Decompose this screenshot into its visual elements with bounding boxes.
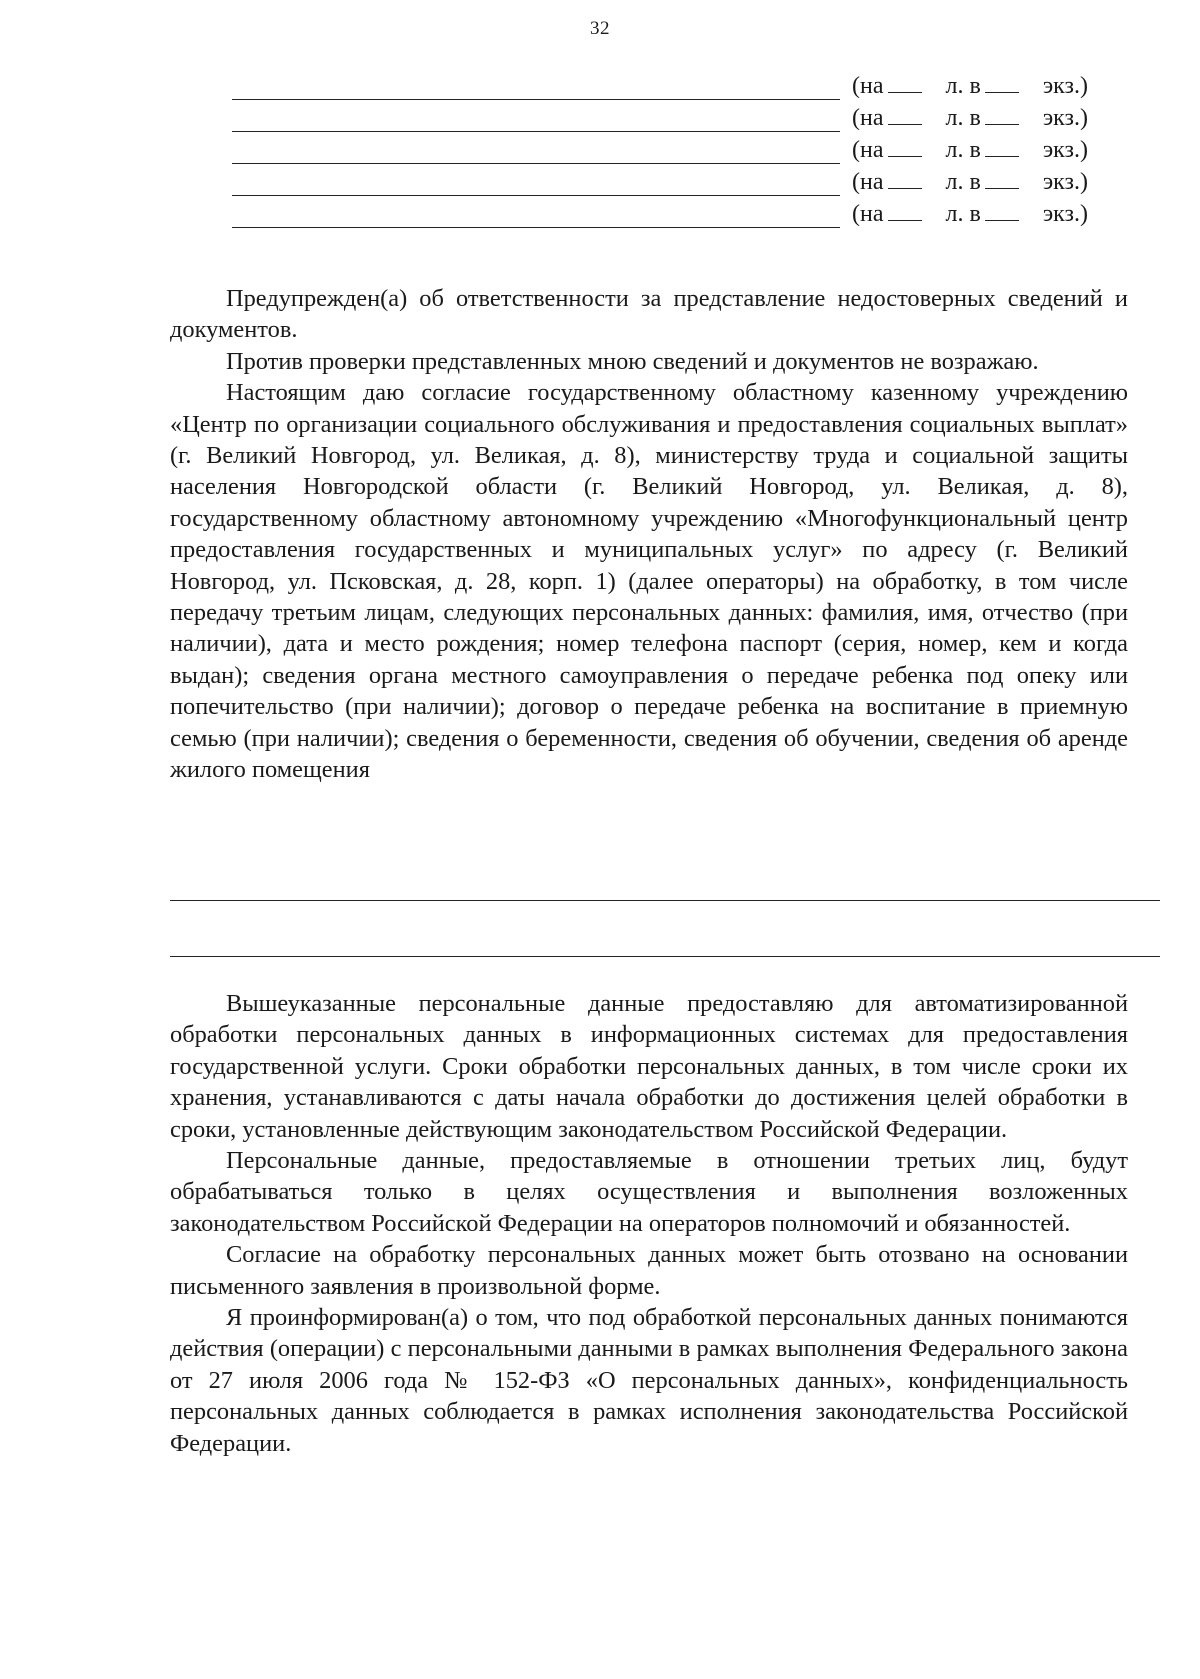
consent-section-top [170, 283, 1128, 786]
attachment-row [232, 132, 1094, 164]
attachment-blank-line[interactable] [232, 203, 840, 228]
third-party-data-paragraph: Персональные данные, предоставляемые в отношении третьих лиц, будут обрабатываться только в целях осуществления и выполнения возложенных законодательством Российской Федерации на операторов полномочий и обязанностей. [170, 1147, 1128, 1237]
attachment-text: (на л. в экз.) [852, 73, 1088, 99]
attachment-blank-line[interactable] [232, 75, 840, 100]
attachment-row [232, 68, 1094, 100]
sheets-blank[interactable] [888, 106, 922, 125]
sheets-blank[interactable] [888, 202, 922, 221]
attachment-blank-line[interactable] [232, 107, 840, 132]
attachments-list [232, 68, 1094, 228]
attachment-row [232, 164, 1094, 196]
additional-data-blank-line-1[interactable] [170, 900, 1160, 901]
no-objection-paragraph: Против проверки представленных мною сведений и документов не возражаю. [226, 347, 1039, 375]
consent-operators-paragraph: Настоящим даю согласие государственному областному казенному учреждению «Центр по организации социального обслуживания и предоставления социальных выплат» (г. Великий Новгород, ул. Великая, д. 8), министерству труда и социальной защиты населения Новгородской области (г. Великий Новгород, ул. Великая, д. 8), государственному областному автономному учреждению «Многофункциональный центр предоставления государственных и муниципальных услуг» по адресу (г. Великий Новгород, ул. Псковская, д. 28, корп. 1) (далее операторы) на обработку, в том числе передачу третьим лицам, следующих персональных данных: фамилия, имя, отчество (при наличии), дата и место рождения; номер телефона паспорт (серия, номер, кем и когда выдан); сведения органа местного самоуправления о передаче ребенка под опеку или попечительство (при наличии); договор о передаче ребенка на воспитание в приемную семью (при наличии); сведения о беременности, сведения об обучении, сведения об аренде жилого помещения [170, 379, 1128, 784]
attachment-blank-line[interactable] [232, 139, 840, 164]
attachment-text: (на л. в экз.) [852, 105, 1088, 131]
automated-processing-paragraph: Вышеуказанные персональные данные предоставляю для автоматизированной обработки персональных данных в информационных системах для предоставления государственной услуги. Сроки обработки персональных данных, в том числе сроки их хранения, устанавливаются с даты начала обработки до достижения целей обработки в сроки, установленные действующим законодательством Российской Федерации. [170, 990, 1128, 1143]
sheets-blank[interactable] [888, 170, 922, 189]
attachment-text: (на л. в экз.) [852, 201, 1088, 227]
withdrawal-paragraph: Согласие на обработку персональных данных может быть отозвано на основании письменного заявления в произвольной форме. [170, 1241, 1128, 1300]
attachment-row [232, 100, 1094, 132]
responsibility-warning-paragraph: Предупрежден(а) об ответственности за представление недостоверных сведений и документов. [170, 285, 1128, 344]
sheets-blank[interactable] [888, 138, 922, 157]
attachment-row [232, 196, 1094, 228]
attachment-text: (на л. в экз.) [852, 137, 1088, 163]
copies-blank[interactable] [985, 106, 1019, 125]
copies-blank[interactable] [985, 202, 1019, 221]
additional-data-blank-line-2[interactable] [170, 956, 1160, 957]
attachment-blank-line[interactable] [232, 171, 840, 196]
informed-paragraph: Я проинформирован(а) о том, что под обработкой персональных данных понимаются действия (операции) с персональными данными в рамках выполнения Федерального закона от 27 июля 2006 года № 152-ФЗ «О персональных данных», конфиденциальность персональных данных соблюдается в рамках исполнения законодательства Российской Федерации. [170, 1304, 1128, 1457]
consent-section-bottom [170, 988, 1128, 1459]
page-number: 32 [590, 18, 610, 39]
copies-blank[interactable] [985, 138, 1019, 157]
attachment-text: (на л. в экз.) [852, 169, 1088, 195]
copies-blank[interactable] [985, 170, 1019, 189]
sheets-blank[interactable] [888, 74, 922, 93]
copies-blank[interactable] [985, 74, 1019, 93]
